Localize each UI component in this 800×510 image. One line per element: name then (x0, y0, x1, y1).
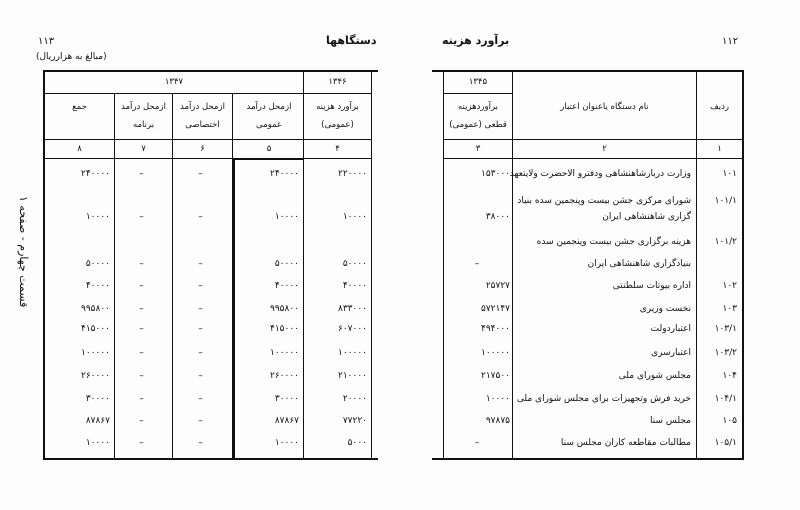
table-cell: ۵۰۰۰ (347, 438, 367, 448)
column-header: ازمحل درآمد برنامه (121, 102, 166, 130)
table-cell: – (198, 304, 203, 314)
table-cell: – (198, 438, 203, 448)
row-code: ۱۰۵ (722, 416, 737, 426)
row-name: وزارت دربارشاهنشاهی ودفترو الاحضرت ولایتعهد (509, 169, 691, 179)
table-cell: – (198, 416, 203, 426)
table-cell: ۵۰۰۰۰ (274, 259, 299, 269)
table-cell: ۲۱۰۰۰۰ (337, 371, 367, 381)
row-value-1345: ۱۵۳۰۰۰ (480, 169, 510, 179)
table-cell: – (198, 371, 203, 381)
table-cell: – (139, 348, 144, 358)
row-value-1345: ۵۷۲۱۴۷ (480, 304, 510, 314)
column-header: نام دستگاه یاعنوان اعتبار (560, 102, 649, 112)
column-header: ازمحل درآمد اختصاصی (180, 102, 225, 130)
column-header: برآورد هزینه (عمومی) (316, 102, 359, 130)
row-code: ۱۰۱/۱ (714, 196, 737, 206)
right-running-title: برآورد هزینه (442, 34, 510, 47)
table-cell: ۱۰۰۰۰ (85, 212, 110, 222)
table-cell: ۳۰۰۰۰ (85, 394, 110, 404)
row-code: ۱۰۴ (722, 371, 737, 381)
row-value-1345: ۳۸۰۰۰ (485, 212, 510, 222)
year-1347-header: ۱۳۴۷ (164, 77, 184, 87)
table-cell: – (139, 169, 144, 179)
row-code: ۱۰۳ (722, 304, 737, 314)
table-cell: ۱۰۰۰۰۰ (80, 348, 110, 358)
table-cell: – (139, 416, 144, 426)
table-cell: – (139, 394, 144, 404)
table-cell: ۸۷۸۶۷ (274, 416, 299, 426)
table-cell: ۷۷۲۲۰ (342, 416, 367, 426)
row-name: اعتباردولت (650, 324, 691, 334)
column-header: ردیف (709, 102, 730, 112)
table-cell: ۳۰۰۰۰ (274, 394, 299, 404)
table-cell: – (198, 169, 203, 179)
row-code: ۱۰۴/۱ (714, 394, 737, 404)
row-value-1345: ۴۹۴۰۰۰ (480, 324, 510, 334)
left-page-number: ۱۱۳ (38, 36, 55, 47)
table-cell: – (198, 348, 203, 358)
row-name: اعتبارسری (651, 348, 691, 358)
year-1345-header: ۱۳۴۵ (468, 77, 488, 87)
table-cell: – (198, 212, 203, 222)
row-name: مجلس سنا (650, 416, 691, 426)
table-cell: ۵۰۰۰۰ (342, 259, 367, 269)
row-name: شورای مرکزی جشن بیست وپنجمین سده بنیاد (517, 196, 691, 206)
table-cell: – (198, 394, 203, 404)
year-1346-header: ۱۳۴۶ (328, 77, 347, 87)
table-cell: ۱۰۰۰۰ (342, 212, 367, 222)
table-cell: ۹۹۵۸۰۰ (269, 304, 299, 314)
table-cell: ۱۰۰۰۰۰ (337, 348, 367, 358)
row-name: بنیادگزاری شاهنشاهی ایران (587, 259, 691, 269)
table-cell: – (139, 281, 144, 291)
table-cell: – (139, 438, 144, 448)
table-cell: – (198, 324, 203, 334)
table-cell: ۵۰۰۰۰ (85, 259, 110, 269)
table-cell: ۸۳۳۰۰۰ (337, 304, 367, 314)
row-name: مجلس شورای ملی (618, 371, 691, 381)
table-cell: – (198, 281, 203, 291)
row-code: ۱۰۳/۱ (714, 324, 737, 334)
column-number: ۳ (475, 144, 481, 154)
row-name: نخست وزیری (639, 304, 691, 314)
table-cell: – (139, 212, 144, 222)
row-name: گزاری شاهنشاهی ایران (602, 212, 691, 222)
table-cell: ۲۲۰۰۰۰ (337, 169, 367, 179)
left-running-title: دستگاهها (326, 34, 377, 47)
column-number: ۲ (602, 144, 607, 154)
table-cell: ۸۷۸۶۷ (85, 416, 110, 426)
right-page-number: ۱۱۲ (722, 36, 739, 47)
row-value-1345: ۲۱۷۵۰۰ (480, 371, 510, 381)
table-cell: ۱۰۰۰۰ (85, 438, 110, 448)
table-cell: ۹۹۵۸۰۰ (80, 304, 110, 314)
column-header: برآوردهزینه قطعی (عمومی) (449, 102, 507, 130)
table-cell: ۲۴۰۰۰۰ (269, 169, 299, 179)
row-value-1345: ۱۰۰۰۰۰ (480, 348, 510, 358)
row-value-1345: ۹۷۸۷۵ (485, 416, 510, 426)
table-cell: ۴۱۵۰۰۰ (80, 324, 110, 334)
table-cell: ۲۴۰۰۰۰ (80, 169, 110, 179)
row-value-1345: – (474, 438, 480, 448)
table-cell: ۲۶۰۰۰۰ (80, 371, 110, 381)
column-number: ۸ (77, 144, 82, 154)
table-cell: ۱۰۰۰۰ (274, 212, 299, 222)
column-header: جمع (72, 102, 87, 112)
side-note: قسمت چهارم - صفحه ۱ (17, 196, 30, 308)
column-number: ۶ (200, 144, 205, 154)
table-cell: ۴۰۰۰۰ (274, 281, 299, 291)
row-code: ۱۰۱/۲ (714, 237, 737, 247)
row-value-1345: ۲۵۷۲۷ (485, 281, 510, 291)
table-cell: ۱۰۰۰۰۰ (269, 348, 299, 358)
column-number: ۷ (141, 144, 146, 154)
table-cell: ۱۰۰۰۰ (274, 438, 299, 448)
table-cell: – (139, 304, 144, 314)
table-cell: ۲۰۰۰۰ (342, 394, 367, 404)
table-cell: ۴۱۵۰۰۰ (269, 324, 299, 334)
row-name: مطالبات مقاطعه کاران مجلس سنا (560, 438, 691, 448)
row-value-1345: ۱۰۰۰۰ (485, 394, 510, 404)
table-cell: – (139, 371, 144, 381)
table-cell: ۴۰۰۰۰ (85, 281, 110, 291)
table-cell: – (198, 259, 203, 269)
units-note: (مبالغ به هزارریال) (36, 52, 107, 62)
row-code: ۱۰۱ (722, 169, 737, 179)
table-cell: – (139, 324, 144, 334)
row-code: ۱۰۵/۱ (714, 438, 737, 448)
column-number: ۱ (717, 144, 722, 154)
row-name: هزینه برگزاری جشن بیست وپنجمین سده (536, 237, 691, 247)
row-name: اداره بیوتات سلطنتی (612, 281, 691, 291)
column-header: ازمحل درآمد عمومی (246, 102, 292, 130)
row-value-1345: – (474, 259, 480, 269)
row-code: ۱۰۲ (722, 281, 737, 291)
table-cell: – (139, 259, 144, 269)
table-cell: ۲۶۰۰۰۰ (269, 371, 299, 381)
row-name: خرید فرش وتجهیزات برای مجلس شورای ملی (516, 394, 691, 404)
row-code: ۱۰۳/۲ (714, 348, 737, 358)
column-number: ۴ (335, 144, 340, 154)
table-cell: ۶۰۷۰۰۰ (337, 324, 367, 334)
table-cell: ۴۰۰۰۰ (342, 281, 367, 291)
column-number: ۵ (266, 144, 272, 154)
